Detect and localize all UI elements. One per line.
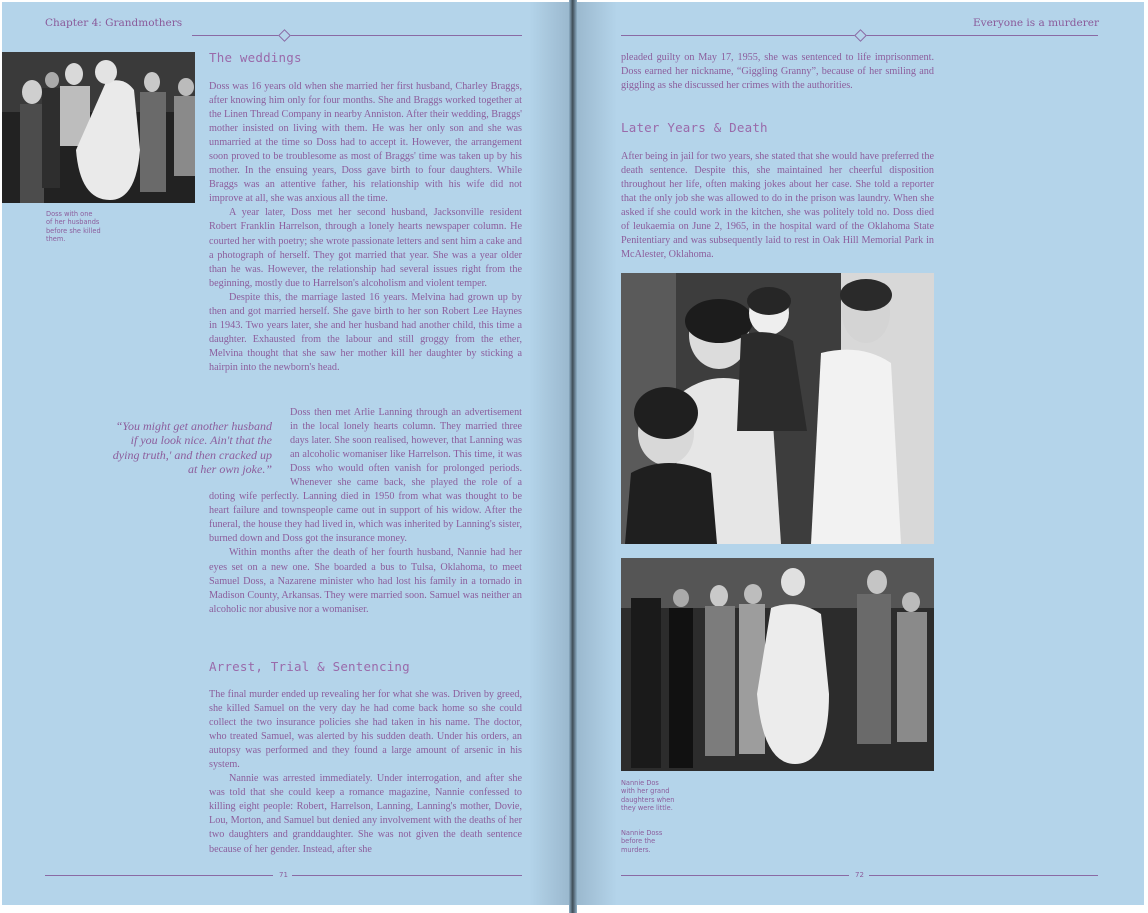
page-number-left: 71: [279, 871, 288, 879]
footer-rule-right: [869, 875, 1098, 876]
paragraph: pleaded guilty on May 17, 1955, she was sentenced to life imprisonment. Doss earned her nickname, “Giggling Granny”, because of her smiling and giggling as she discussed her crimes with the authorities.: [621, 52, 934, 92]
pull-quote: “You might get another husband if you look nice. Ain't that the dying truth,' and then cracked up at her own joke.”: [112, 419, 272, 477]
header-ornament: [278, 29, 291, 42]
later-years-body: [621, 150, 934, 262]
photo-before-murders: [621, 558, 934, 771]
caption-line: with her grand: [621, 787, 670, 796]
quote-wrap-space: [209, 406, 290, 490]
running-head-right: Everyone is a murderer: [972, 17, 1099, 29]
photo-doss-with-husband: [2, 52, 195, 203]
section-title-arrest: Arrest, Trial & Sentencing: [209, 659, 410, 674]
paragraph: Within months after the death of her fourth husband, Nannie had her eyes set on a new one. She boarded a bus to Tulsa, Oklahoma, to meet Samuel Doss, a Nazarene minister who had lost his family in a tornado in Madison County, Arkansas. They were married soon. Samuel was neither an alcoholic nor abusive nor a womaniser.: [209, 547, 522, 615]
paragraph: Doss was 16 years old when she married her first husband, Charley Braggs, after knowing him only for four months. She and Braggs worked together at the Linen Thread Company in nearby Anniston. After their wedding, Braggs' mother insisted on living with them. He was her only son and she was unmarried at the time so Doss had to accept it. However, the arrangement soon proved to be troublesome as most of Braggs' time was taken up by his mother. In the ensuing years, Doss gave birth to four daughters. While Braggs was an attentive father, his relationship with his wife did not improve at all, she was anxious all the time.: [209, 81, 522, 205]
paragraph: The final murder ended up revealing her for what she was. Driven by greed, she killed Samuel on the very day he had come back home so she could collect the two insurance policies she had taken in his name. The doctor, who treated Samuel, was alerted by his sudden death. Under his orders, an autopsy was performed and they found a large amount of arsenic in his system.: [209, 689, 522, 771]
photo-caption-1: [621, 779, 701, 812]
footer-rule-left: [621, 875, 849, 876]
paragraph: Despite this, the marriage lasted 16 years. Melvina had grown up by then and got married herself. She gave birth to her son Robert Lee Haynes in 1943. Two years later, she and her husband had another child, this time a daughter. Exhausted from the labour and still groggy from the ether, Melvina thought that she saw her mother kill her daughter by sticking a hairpin into the newborn's head.: [209, 291, 522, 373]
left-page: [2, 2, 569, 905]
right-page: [577, 2, 1144, 905]
gutter-shadow: [577, 2, 617, 905]
caption-line: daughters when: [621, 795, 675, 804]
running-head-left: Chapter 4: Grandmothers: [45, 17, 183, 29]
paragraph: Nannie was arrested immediately. Under interrogation, and after she was told that she could keep a romance magazine, Nannie confessed to killing eight people: Robert, Harrelson, Lanning, Lanning's mother, Dovie, Lou, Morton, and Samuel but denied any involvement with the deaths of her two daughters and granddaughter. She was not given the death sentence because of her gender. Instead, after she: [209, 773, 522, 855]
section-title-weddings: The weddings: [209, 50, 302, 65]
photo-caption-2: [621, 829, 701, 854]
caption-line: them.: [46, 234, 66, 243]
header-rule: [192, 35, 522, 36]
continued-body: [621, 51, 934, 93]
gutter-shadow: [529, 2, 569, 905]
book-spine: [569, 0, 577, 913]
paragraph: After being in jail for two years, she stated that she would have preferred the death sentence. Despite this, she maintained her cheerful disposition throughout her life, often making jokes about her case. She told a reporter that the only job she was allowed to do in the prison was laundry. When she asked if she could work in the kitchen, she was politely told no. Doss died of leukaemia on June 2, 1965, in the hospital ward of the Oklahoma State Penitentiary and was subsequently laid to rest in Oak Hill Memorial Park in McAlester, Oklahoma.: [621, 151, 934, 261]
photo-with-granddaughters: [621, 273, 934, 544]
arrest-body: [209, 688, 522, 857]
footer-rule-left: [45, 875, 273, 876]
caption-line: before the: [621, 837, 656, 846]
caption-line: before she killed: [46, 226, 101, 235]
paragraph-text: Doss then met Arlie Lanning through an advertisement in the local lonely hearts column. They married three days later. She soon realised, however, that Lanning was an alcoholic womaniser like Harrelson. This time, it was Doss who would often vanish for prolonged periods. Whenever she came back, she played the role of a doting wife perfectly. Lanning died in 1950 from what was thought to be heart failure and townspeople came out in support of his widow. After the funeral, the house they had lived in, which was inherited by Lanning's sister, burned down and Doss got the insurance money.: [209, 407, 522, 545]
paragraph: [209, 406, 522, 546]
caption-line: of her husbands: [46, 218, 100, 227]
section-title-later-years: Later Years & Death: [621, 120, 768, 135]
weddings-body: [209, 80, 522, 375]
header-ornament: [854, 29, 867, 42]
caption-line: murders.: [621, 845, 651, 854]
page-number-right: 72: [855, 871, 864, 879]
footer-rule-right: [292, 875, 522, 876]
caption-line: Nannie Doss: [621, 829, 663, 837]
caption-line: Nannie Dos: [621, 779, 659, 787]
caption-line: they were little.: [621, 803, 673, 812]
weddings-body-continued: [209, 406, 522, 617]
caption-line: Doss with one: [46, 210, 93, 218]
paragraph: A year later, Doss met her second husband, Jacksonville resident Robert Franklin Harrelson, through a lonely hearts newspaper column. He courted her with poetry; she wrote passionate letters and sent him a cake and a photograph of herself. They got married that year. She was a year older than he was. However, the relationship had several issues right from the beginning, mostly due to Harrelson's alcoholism and violent temper.: [209, 207, 522, 289]
photo-caption-left: [46, 210, 126, 243]
